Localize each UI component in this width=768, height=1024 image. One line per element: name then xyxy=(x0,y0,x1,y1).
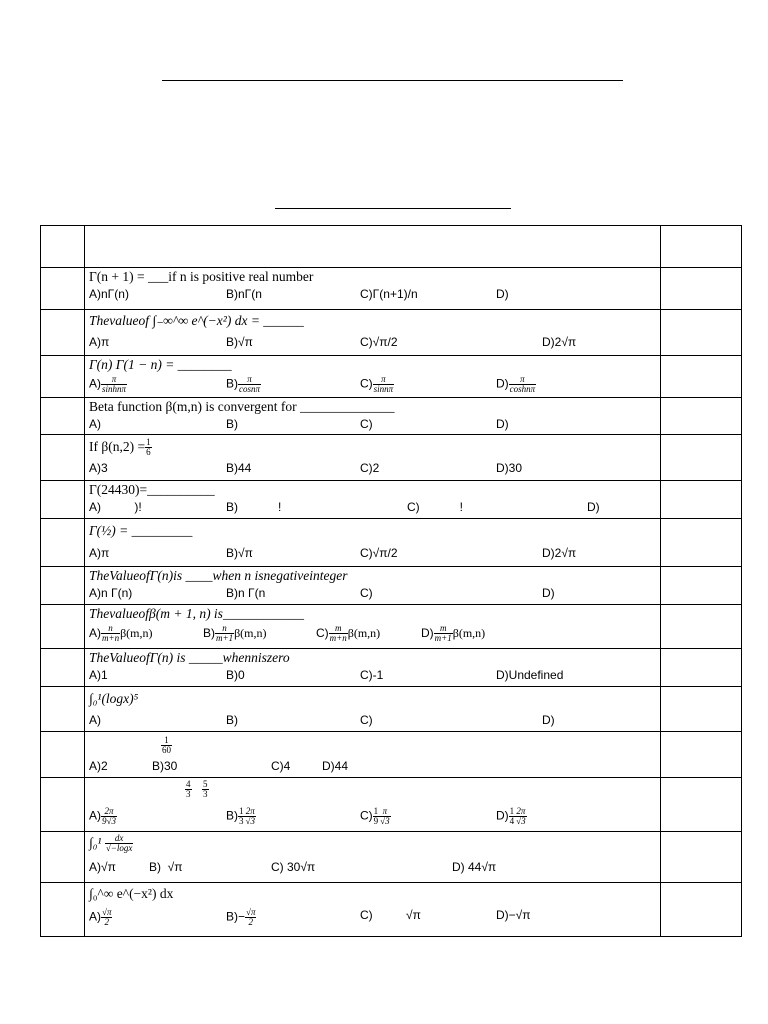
question-number-cell xyxy=(41,832,85,883)
option-b xyxy=(203,624,267,643)
numerator: dx xyxy=(105,834,134,844)
options xyxy=(89,416,656,434)
option-d: D) xyxy=(496,287,509,301)
numerator: 2π xyxy=(245,806,255,816)
table-row xyxy=(41,435,742,481)
question-text: ∫₀¹(logx)⁵ xyxy=(89,691,139,706)
denominator: √3 xyxy=(516,816,526,826)
options xyxy=(89,758,656,776)
question-text: Γ(n + 1) = ___if n is positive real number xyxy=(89,269,314,284)
table-row xyxy=(41,732,742,778)
option-c xyxy=(316,624,380,643)
options xyxy=(89,907,656,931)
table-row xyxy=(41,778,742,832)
option-c: C)2 xyxy=(360,461,380,476)
options xyxy=(89,859,656,877)
numerator: 1 xyxy=(161,736,172,746)
question-cell xyxy=(85,778,661,832)
fraction xyxy=(101,624,120,643)
question-cell xyxy=(85,310,661,356)
question-text: Thevalueofβ(m + 1, n) is____________ xyxy=(89,606,304,621)
option-a xyxy=(89,624,153,643)
option-d xyxy=(421,624,485,643)
numerator: 5 xyxy=(203,779,208,789)
answer-cell xyxy=(661,687,742,732)
option-label: A) xyxy=(89,808,101,823)
answer-cell xyxy=(661,605,742,649)
question-number-cell xyxy=(41,687,85,732)
numerator: π xyxy=(379,807,390,817)
option-d: D)2√π xyxy=(542,546,577,560)
option-c: C)4 xyxy=(271,759,291,773)
options xyxy=(89,545,656,563)
options xyxy=(89,806,656,828)
title-line xyxy=(162,80,623,81)
question-cell xyxy=(85,605,661,649)
fraction xyxy=(373,375,395,394)
question-text: TheValueofΓ(n)is ____when n isnegativeinteger xyxy=(89,568,348,583)
fraction xyxy=(238,375,261,394)
numerator: π xyxy=(509,375,537,385)
question-cell xyxy=(85,832,661,883)
option-c xyxy=(360,375,394,394)
question-number-cell xyxy=(41,356,85,398)
option-a xyxy=(89,908,112,927)
option-b: B)√π xyxy=(226,546,253,560)
fraction xyxy=(509,375,537,394)
denominator: m+1 xyxy=(434,633,452,644)
numerator: m xyxy=(329,624,348,634)
option-b: B) √π xyxy=(149,860,183,875)
answer-cell xyxy=(661,481,742,519)
answer-cell xyxy=(661,832,742,883)
numerator: 1 xyxy=(146,437,151,448)
header-question-cell xyxy=(85,226,661,268)
fraction xyxy=(245,807,256,826)
option-d xyxy=(496,807,527,826)
question-cell xyxy=(85,519,661,567)
option-tail: β(m,n) xyxy=(347,626,381,640)
denominator: cosnπ xyxy=(239,384,261,394)
table-row xyxy=(41,481,742,519)
question-cell xyxy=(85,356,661,398)
option-a: A)nΓ(n) xyxy=(89,287,129,301)
fraction xyxy=(329,624,348,643)
options xyxy=(89,585,656,603)
question-text: Γ(n) Γ(1 − n) = ________ xyxy=(89,357,232,372)
option-label: B) xyxy=(226,808,238,823)
option-d: D) xyxy=(542,586,555,600)
denominator: 3 xyxy=(239,816,244,826)
option-b: B)0 xyxy=(226,668,245,682)
question-number-cell xyxy=(41,605,85,649)
fraction xyxy=(215,624,234,643)
option-b: B)30 xyxy=(152,759,178,773)
question-number-cell xyxy=(41,519,85,567)
question-text: Beta function β(m,n) is convergent for ______________ xyxy=(89,399,395,414)
numerator: π xyxy=(373,375,395,385)
option-b xyxy=(226,375,261,394)
question-number-cell xyxy=(41,732,85,778)
fraction xyxy=(105,834,134,853)
option-c: C) xyxy=(360,417,373,431)
option-tail: β(m,n) xyxy=(452,626,486,640)
options xyxy=(89,712,656,730)
answer-cell xyxy=(661,778,742,832)
option-d: D) xyxy=(496,417,509,431)
question-text xyxy=(89,778,656,806)
option-b: B)√π xyxy=(226,335,253,349)
option-a xyxy=(89,807,117,826)
numerator: 1 xyxy=(509,806,515,816)
answer-cell xyxy=(661,649,742,687)
fraction xyxy=(515,807,526,826)
fraction xyxy=(185,780,192,799)
question-text xyxy=(89,732,656,758)
denominator: 3 xyxy=(186,789,191,799)
question-text: Thevalueof ∫₋∞^∞ e^(−x²) dx = ______ xyxy=(89,313,304,328)
option-d: D)2√π xyxy=(542,335,577,349)
option-b: B)n Γ(n xyxy=(226,586,266,600)
option-d xyxy=(496,375,536,394)
denominator: 2 xyxy=(248,917,253,927)
answer-cell xyxy=(661,268,742,310)
option-c: C)-1 xyxy=(360,668,384,682)
option-d: D)Undefined xyxy=(496,668,564,682)
denominator: 9√3 xyxy=(102,816,116,826)
header-number-cell xyxy=(41,226,85,268)
table-row xyxy=(41,519,742,567)
question-label: If β(n,2) = xyxy=(89,439,146,454)
fraction xyxy=(101,807,117,826)
question-cell xyxy=(85,268,661,310)
table-row xyxy=(41,649,742,687)
option-a: A)π xyxy=(89,335,110,349)
option-b xyxy=(226,908,256,927)
question-number-cell xyxy=(41,778,85,832)
option-a xyxy=(89,375,127,394)
question-text: Γ(½) = _________ xyxy=(89,523,193,538)
option-label: A) xyxy=(89,626,101,640)
option-a: A)2 xyxy=(89,759,108,773)
option-c: C)Γ(n+1)/n xyxy=(360,287,418,301)
table-row xyxy=(41,268,742,310)
question-cell xyxy=(85,687,661,732)
option-d: D)44 xyxy=(322,759,349,773)
denominator: m+n xyxy=(329,633,347,644)
denominator: m+1 xyxy=(216,633,234,644)
question-number-cell xyxy=(41,310,85,356)
option-d: D) xyxy=(587,500,600,514)
option-c: C) √π xyxy=(360,908,421,922)
denominator: coshnπ xyxy=(509,384,536,394)
options xyxy=(89,667,656,685)
option-label: C) xyxy=(316,626,329,640)
numerator: 4 xyxy=(186,779,191,789)
option-tail: β(m,n) xyxy=(234,626,267,640)
option-label: D) xyxy=(496,808,509,823)
option-label: C) xyxy=(360,808,373,823)
answer-cell xyxy=(661,519,742,567)
option-label: B) xyxy=(203,626,215,640)
option-d: D)30 xyxy=(496,461,523,476)
question-cell xyxy=(85,398,661,435)
question-number-cell xyxy=(41,481,85,519)
question-text xyxy=(89,435,656,457)
table-row xyxy=(41,883,742,937)
options xyxy=(89,334,656,352)
option-a: A)1 xyxy=(89,668,108,682)
numerator: 2π xyxy=(101,807,117,817)
denominator: 2 xyxy=(104,917,109,927)
denominator: 60 xyxy=(162,745,171,755)
option-label: B) xyxy=(226,376,238,391)
question-number-cell xyxy=(41,435,85,481)
option-c: C)√π/2 xyxy=(360,335,398,349)
question-number-cell xyxy=(41,398,85,435)
question-number-cell xyxy=(41,883,85,937)
option-d: D) xyxy=(542,713,555,727)
numerator: π xyxy=(101,375,127,385)
numerator: 2π xyxy=(516,806,526,816)
fraction xyxy=(202,780,209,799)
option-b: B)nΓ(n xyxy=(226,287,262,301)
table-row xyxy=(41,832,742,883)
table-row xyxy=(41,687,742,732)
denominator: sinhnπ xyxy=(102,384,127,394)
option-a: A)3 xyxy=(89,461,108,476)
denominator: 9 xyxy=(373,816,379,826)
option-label: A) xyxy=(89,909,101,924)
option-c xyxy=(360,807,391,826)
table-row xyxy=(41,605,742,649)
table-row xyxy=(41,310,742,356)
option-d: D)−√π xyxy=(496,908,531,922)
options xyxy=(89,374,656,396)
numerator: 1 xyxy=(373,806,379,816)
option-c: C)√π/2 xyxy=(360,546,398,560)
answer-cell xyxy=(661,883,742,937)
fraction xyxy=(161,736,172,755)
option-a: A) )! xyxy=(89,500,142,514)
option-a: A) xyxy=(89,417,101,431)
fraction xyxy=(434,624,453,643)
options xyxy=(89,460,656,478)
option-label: A) xyxy=(89,376,101,391)
option-b: B) xyxy=(226,713,238,727)
numerator: m xyxy=(434,624,453,634)
denominator: √3 xyxy=(245,816,255,826)
option-c: C) xyxy=(360,586,373,600)
fraction xyxy=(245,908,256,927)
fraction xyxy=(101,375,127,394)
question-number-cell xyxy=(41,649,85,687)
fraction xyxy=(145,438,152,457)
option-a: A)π xyxy=(89,546,110,560)
table-row xyxy=(41,398,742,435)
option-b xyxy=(226,807,256,826)
denominator: 4 xyxy=(509,816,515,826)
option-b: B)44 xyxy=(226,461,252,476)
denominator: m+n xyxy=(102,633,120,644)
denominator: sinnπ xyxy=(373,384,394,394)
option-a: A)√π xyxy=(89,860,116,875)
question-cell xyxy=(85,649,661,687)
option-b: B) ! xyxy=(226,500,282,514)
question-cell xyxy=(85,883,661,937)
answer-cell xyxy=(661,398,742,435)
numerator: √π xyxy=(102,907,112,917)
header-answer-cell xyxy=(661,226,742,268)
option-label: C) xyxy=(360,376,373,391)
question-text: Γ(24430)=__________ xyxy=(89,482,215,497)
answer-cell xyxy=(661,732,742,778)
table-row xyxy=(41,356,742,398)
option-a: A)n Γ(n) xyxy=(89,586,133,600)
option-c: C) xyxy=(360,713,373,727)
numerator: n xyxy=(215,624,234,634)
numerator: 1 xyxy=(239,806,244,816)
denominator: 3 xyxy=(203,789,208,799)
options xyxy=(89,286,656,304)
option-label: D) xyxy=(496,376,509,391)
options xyxy=(89,499,656,517)
header-row xyxy=(41,226,742,268)
numerator: π xyxy=(238,375,261,385)
option-tail: β(m,n) xyxy=(120,626,153,640)
option-c: C) 30√π xyxy=(271,860,316,875)
question-table xyxy=(40,225,742,937)
fraction xyxy=(379,807,390,826)
option-d: D) 44√π xyxy=(452,860,497,875)
option-a: A) xyxy=(89,713,101,727)
denominator: 6 xyxy=(146,447,151,458)
option-c: C) ! xyxy=(407,500,464,514)
fraction xyxy=(101,908,112,927)
question-number-cell xyxy=(41,567,85,605)
question-cell xyxy=(85,435,661,481)
question-cell xyxy=(85,732,661,778)
question-text xyxy=(89,832,656,853)
question-cell xyxy=(85,481,661,519)
table-row xyxy=(41,567,742,605)
question-text: TheValueofΓ(n) is _____whenniszero xyxy=(89,650,290,665)
option-label: D) xyxy=(421,626,434,640)
subtitle-line xyxy=(275,208,511,209)
denominator: √−logx xyxy=(105,843,133,854)
answer-cell xyxy=(661,567,742,605)
options xyxy=(89,623,656,645)
question-number-cell xyxy=(41,268,85,310)
question-cell xyxy=(85,567,661,605)
denominator: √3 xyxy=(380,816,390,826)
question-text: ∫₀^∞ e^(−x²) dx xyxy=(89,886,174,901)
answer-cell xyxy=(661,356,742,398)
option-b: B) xyxy=(226,417,238,431)
numerator: n xyxy=(101,624,120,634)
answer-cell xyxy=(661,435,742,481)
answer-cell xyxy=(661,310,742,356)
option-label: B)− xyxy=(226,909,246,924)
question-label: ∫₀¹ xyxy=(89,835,102,850)
numerator: √π xyxy=(246,907,256,917)
